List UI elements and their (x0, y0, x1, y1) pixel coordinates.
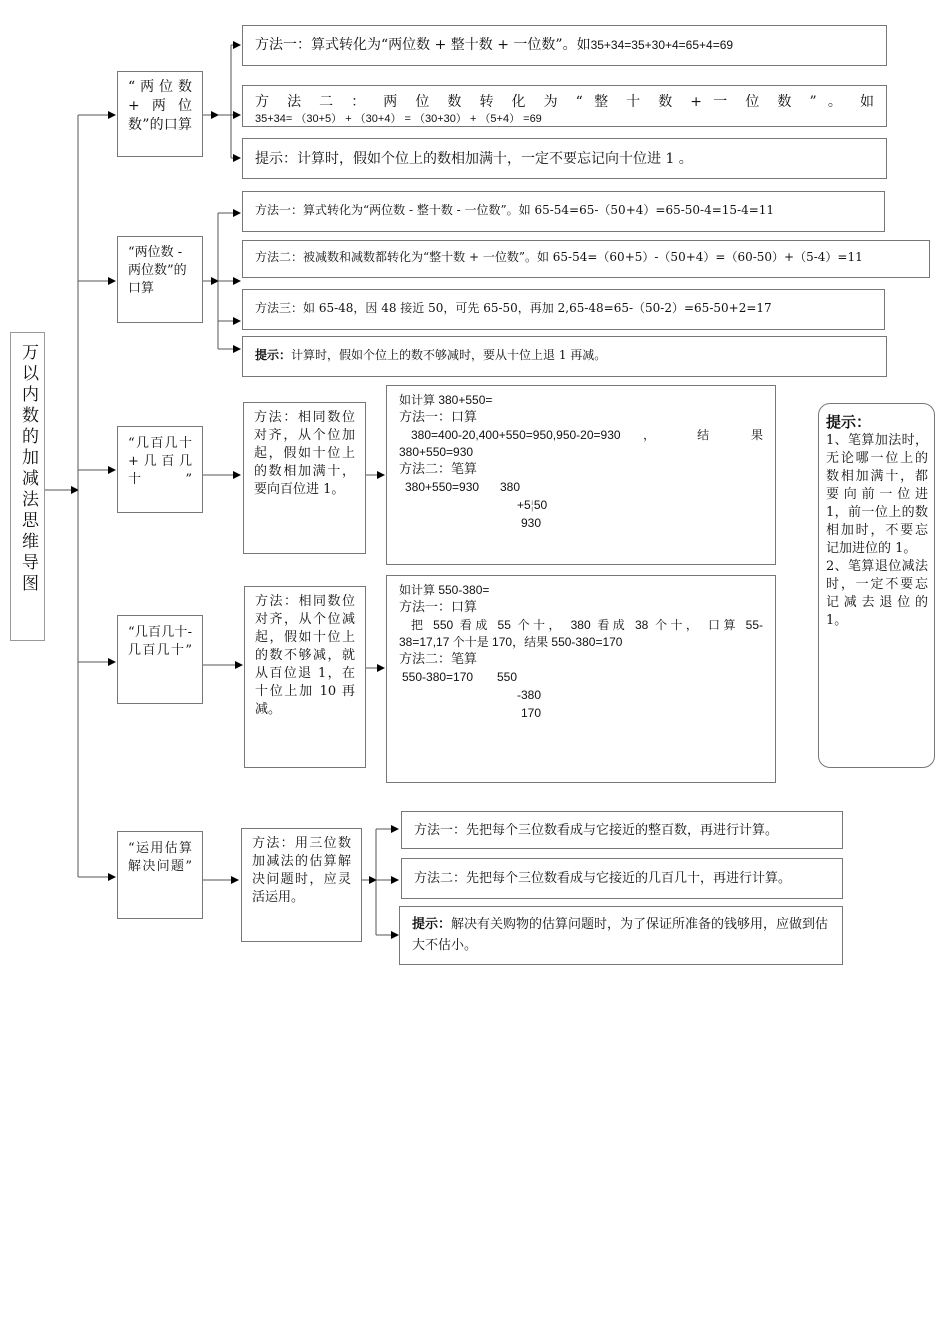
side-tip-point-1: 1、笔算加法时，无论哪一位上的数相加满十，都要向前一位进 1，前一位上的数相加时，不要忘记加进位的 1。 (826, 433, 928, 556)
branch-3-label: “几百几十+几百几十” (117, 426, 203, 513)
tip-text: 提示：计算时，假如个位上的数相加满十，一定不要忘记向十位进 1 。 (255, 151, 693, 167)
branch-1-method-2 (242, 85, 887, 127)
branch-1-label: “两位数+两位数”的口算 (117, 71, 203, 157)
example-title: 如计算 380+550= (399, 393, 493, 407)
branch-2-method-2: 方法二：被减数和减数都转化为“整十数 + 一位数”。如 65-54=（60+5）-（50+4）=（60-50）+（5-4）=11 (242, 240, 930, 278)
vertical-sum: 930 (521, 516, 542, 530)
branch-2-method-3: 方法三：如 65-48，因 48 接近 50，可先 65-50，再加 2,65-48=65-（50-2）=65-50+2=17 (242, 289, 885, 330)
root-title: 万以内数的加减法思维导图 (18, 343, 38, 595)
example-method-1-text: 把 550 看成 55 个十， 380 看成 38 个十， 口算 55- (411, 618, 763, 632)
vertical-difference: 170 (521, 706, 542, 720)
example-title: 如计算 550-380= (399, 583, 490, 597)
example-method-1-text: 380=400-20,400+550=950,950-20=930 ， 结 果 (411, 428, 763, 442)
method-1-example: 35+34=35+30+4=65+4=69 (590, 38, 734, 52)
branch-1-method-1 (242, 25, 887, 66)
example-method-1-label: 方法一：口算 (399, 410, 478, 425)
branch-5-method-1: 方法一：先把每个三位数看成与它接近的整百数，再进行计算。 (401, 811, 843, 849)
branch-2-label: “两位数 - 两位数”的口算 (117, 236, 203, 323)
vertical-equation: 550-380=170 (402, 670, 474, 684)
branch-5-label: “运用估算解决问题” (117, 831, 203, 919)
branch-4-method: 方法：相同数位对齐，从个位减起，假如十位上的数不够减，就从百位退 1，在十位上加 10 再减。 (244, 586, 366, 768)
side-tip (818, 403, 935, 768)
branch-4-example (386, 575, 776, 783)
branch-5-method: 方法：用三位数加减法的估算解决问题时，应灵活运用。 (241, 828, 362, 942)
branch-2-method-1: 方法一：算式转化为“两位数 - 整十数 - 一位数”。如 65-54=65-（50+4）=65-50-4=15-4=11 (242, 191, 885, 232)
branch-1-tip (242, 138, 887, 179)
vertical-minuend: 550 (497, 670, 518, 684)
root-node (10, 332, 45, 641)
method-2-line-1: 方 法 二 ： 两 位 数 转 化 为 “ 整 十 数 + 一 位 数 ” 。 如 (255, 94, 874, 110)
branch-3-example (386, 385, 776, 565)
vertical-equation: 380+550=930 (405, 480, 480, 494)
branch-5-tip: 提示：解决有关购物的估算问题时，为了保证所准备的钱够用，应做到估大不估小。 (399, 906, 843, 965)
side-tip-title: 提示： (826, 413, 872, 431)
branch-4-label: “几百几十-几百几十” (117, 615, 203, 704)
branch-2-tip: 提示：计算时，假如个位上的数不够减时，要从十位上退 1 再减。 (242, 336, 887, 377)
branch-5-method-2: 方法二：先把每个三位数看成与它接近的几百几十，再进行计算。 (401, 858, 843, 899)
example-method-1-result: 380+550=930 (399, 445, 474, 459)
example-method-1-text-2: 38=17,17 个十是 170，结果 550-380=170 (399, 635, 623, 649)
method-2-line-2: 35+34= （30+5） + （30+4） = （30+30） + （5+4） =69 (255, 113, 542, 125)
vertical-addend-2: +5¦50 (517, 498, 548, 512)
example-method-1-label: 方法一：口算 (399, 600, 478, 615)
vertical-addend-1: 380 (500, 480, 521, 494)
side-tip-point-2: 2、笔算退位减法时，一定不要忘记减去退位的 1。 (826, 559, 928, 628)
branch-3-method: 方法：相同数位对齐，从个位加起，假如十位上的数相加满十，要向百位进 1。 (243, 402, 366, 554)
example-method-2-label: 方法二：笔算 (399, 652, 478, 667)
example-method-2-label: 方法二：笔算 (399, 462, 478, 477)
vertical-subtrahend: -380 (517, 688, 542, 702)
method-1-text: 方法一：算式转化为“两位数 + 整十数 + 一位数”。如 (255, 37, 591, 53)
